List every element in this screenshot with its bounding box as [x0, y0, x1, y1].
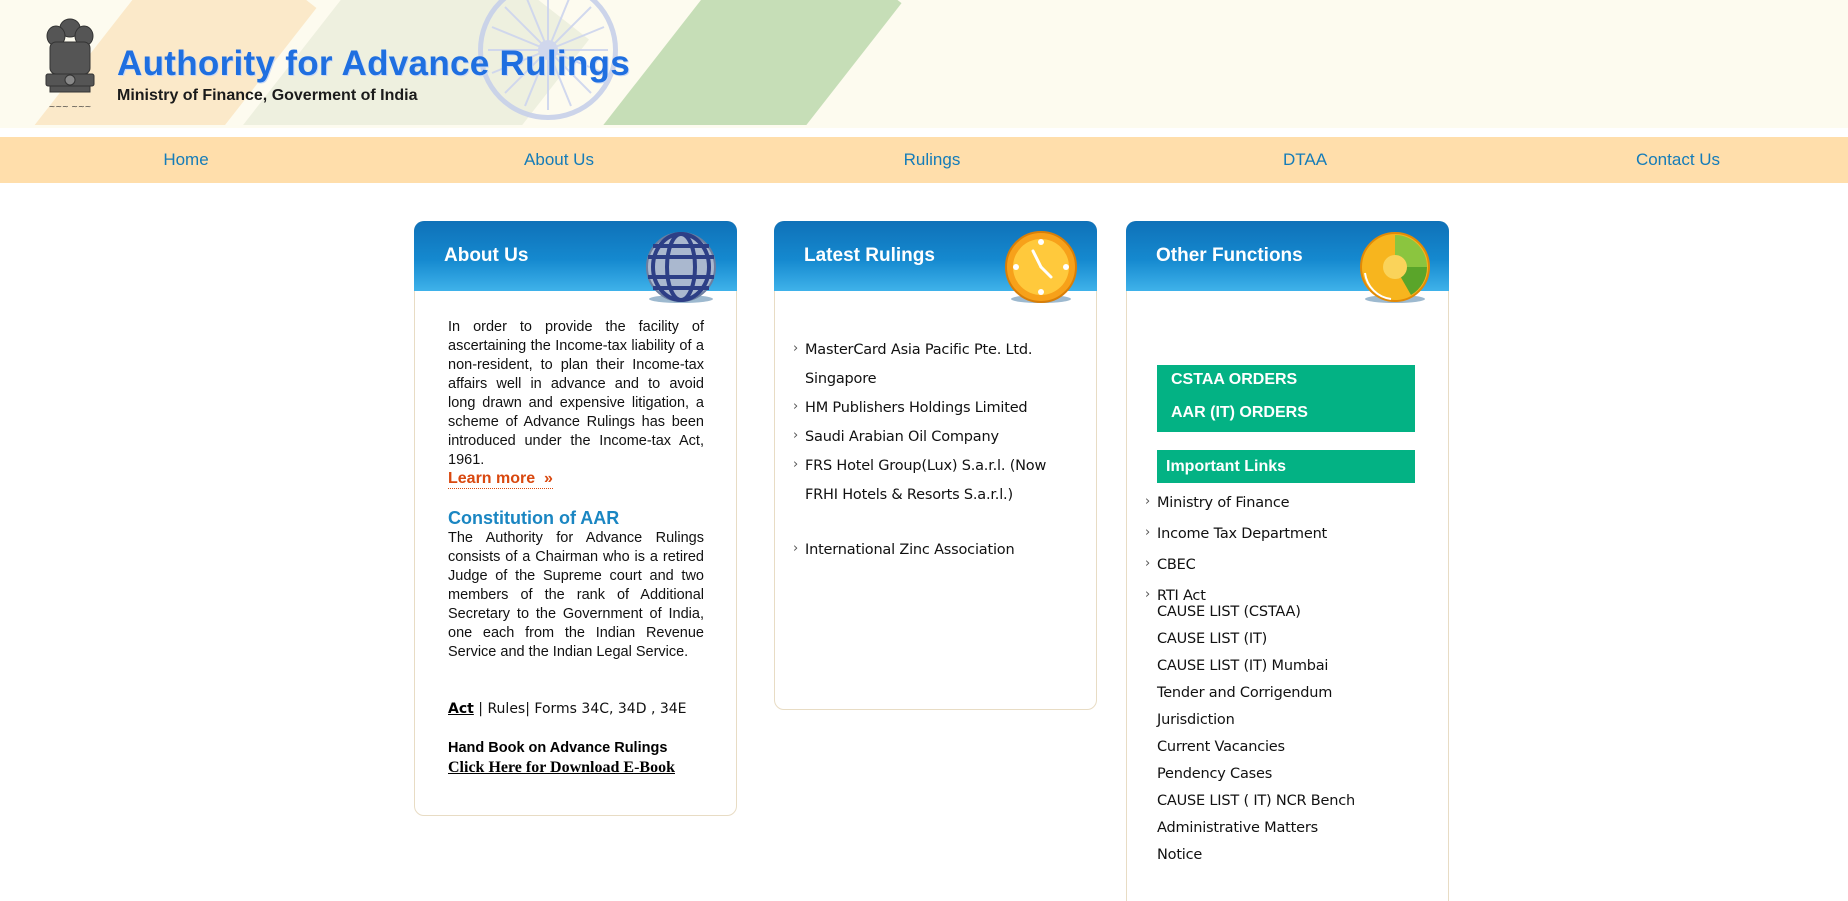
about-description: In order to provide the facility of ascertaining the Income-tax liability of a non-resident, to plan their Income-tax affairs well in advance and to avoid long drawn and expensive litigation, a scheme of Advance Rulings has been introduced under the Income-tax Act, 1961.	[448, 319, 704, 468]
nav-contact-us[interactable]: Contact Us	[1635, 150, 1721, 169]
handbook-label: Hand Book on Advance Rulings	[448, 740, 668, 756]
pendency-cases-link[interactable]: Pendency Cases	[1157, 766, 1273, 782]
rulings-list	[793, 335, 1083, 564]
constitution-title: Constitution of AAR	[448, 508, 620, 528]
cause-list-cstaa-link[interactable]: CAUSE LIST (CSTAA)	[1157, 604, 1301, 620]
cause-list-it-link[interactable]: CAUSE LIST (IT)	[1157, 631, 1268, 647]
nav-about-us[interactable]: About Us	[524, 150, 594, 169]
double-chevron-right-icon: »	[539, 470, 553, 487]
ruling-item[interactable]	[793, 535, 1083, 564]
chevron-right-icon: ›	[793, 428, 799, 443]
chevron-right-icon: ›	[793, 541, 799, 556]
tender-corrigendum-link[interactable]: Tender and Corrigendum	[1157, 685, 1333, 701]
panel-title: About Us	[444, 245, 529, 266]
panel-header	[414, 221, 737, 291]
act-rules-forms-line	[448, 701, 687, 717]
important-link-item[interactable]	[1145, 487, 1435, 518]
important-link-item[interactable]	[1145, 549, 1435, 580]
chevron-right-icon: ›	[1145, 494, 1151, 509]
other-links-list	[1157, 599, 1355, 869]
site-title: Authority for Advance Rulings	[117, 44, 630, 83]
orders-box	[1157, 365, 1415, 432]
important-links-list	[1145, 487, 1435, 611]
cstaa-orders-link[interactable]: CSTAA ORDERS	[1171, 371, 1298, 388]
download-ebook-link[interactable]: Click Here for Download E-Book	[448, 759, 675, 776]
nav-rulings[interactable]: Rulings	[903, 150, 961, 169]
ruling-label: MasterCard Asia Pacific Pte. Ltd.	[805, 342, 1033, 358]
ruling-label: International Zinc Association	[805, 542, 1015, 558]
pie-chart-icon	[1351, 229, 1431, 305]
ruling-item[interactable]	[793, 393, 1083, 422]
cause-list-it-mumbai-link[interactable]: CAUSE LIST (IT) Mumbai	[1157, 658, 1329, 674]
panel-header	[774, 221, 1097, 291]
learn-more-link[interactable]	[448, 470, 553, 489]
current-vacancies-link[interactable]: Current Vacancies	[1157, 739, 1285, 755]
ruling-item[interactable]	[793, 451, 1083, 509]
important-links-title: Important Links	[1157, 450, 1415, 483]
act-link[interactable]: Act	[448, 701, 474, 717]
latest-rulings-panel	[774, 221, 1097, 710]
administrative-matters-link[interactable]: Administrative Matters	[1157, 820, 1318, 836]
important-link-item[interactable]	[1145, 518, 1435, 549]
chevron-right-icon: ›	[1145, 556, 1151, 571]
forms-link[interactable]: | Forms 34C, 34D , 34E	[525, 701, 687, 717]
other-functions-panel	[1126, 221, 1449, 901]
ruling-label: FRS Hotel Group(Lux) S.a.r.l. (Now	[805, 458, 1047, 474]
ruling-label: HM Publishers Holdings Limited	[805, 400, 1028, 416]
panel-title: Other Functions	[1156, 245, 1303, 266]
important-link-label: RTI Act	[1157, 588, 1206, 604]
panel-title: Latest Rulings	[804, 245, 935, 266]
site-subtitle: Ministry of Finance, Goverment of India	[117, 87, 418, 104]
chevron-right-icon: ›	[793, 341, 799, 356]
constitution-description: The Authority for Advance Rulings consists of a Chairman who is a retired Judge of the Supreme court and two members of the rank of Additional Secretary to the Government of India, one each from the Indian Revenue Service and the Indian Legal Service.	[448, 530, 704, 660]
state-emblem-icon[interactable]	[38, 12, 102, 116]
ruling-item[interactable]	[793, 422, 1083, 451]
nav-home[interactable]: Home	[163, 150, 209, 169]
important-link-label: Ministry of Finance	[1157, 495, 1290, 511]
main-nav	[0, 137, 1848, 183]
chevron-right-icon: ›	[1145, 587, 1151, 602]
site-header	[0, 0, 1848, 128]
act-separator: |	[473, 701, 488, 717]
chevron-right-icon: ›	[793, 399, 799, 414]
learn-more-label: Learn more	[448, 470, 536, 487]
ruling-label: Saudi Arabian Oil Company	[805, 429, 999, 445]
notice-link[interactable]: Notice	[1157, 847, 1203, 863]
rules-link[interactable]: Rules	[487, 701, 526, 717]
important-link-label: CBEC	[1157, 557, 1196, 573]
about-panel	[414, 221, 737, 816]
chevron-right-icon: ›	[793, 457, 799, 472]
important-link-label: Income Tax Department	[1157, 526, 1328, 542]
chevron-right-icon: ›	[1145, 525, 1151, 540]
svg-text:~~~ ~~~: ~~~ ~~~	[48, 102, 92, 111]
panel-header	[1126, 221, 1449, 291]
ruling-label-continued: FRHI Hotels & Resorts S.a.r.l.)	[805, 487, 1013, 503]
ruling-label-continued: Singapore	[805, 371, 877, 387]
clock-icon	[999, 229, 1079, 305]
aar-it-orders-link[interactable]: AAR (IT) ORDERS	[1171, 404, 1308, 421]
cause-list-ncr-bench-link[interactable]: CAUSE LIST ( IT) NCR Bench	[1157, 793, 1355, 809]
nav-dtaa[interactable]: DTAA	[1282, 150, 1328, 169]
globe-icon	[639, 229, 719, 305]
jurisdiction-link[interactable]: Jurisdiction	[1157, 712, 1235, 728]
ruling-item[interactable]	[793, 335, 1083, 393]
